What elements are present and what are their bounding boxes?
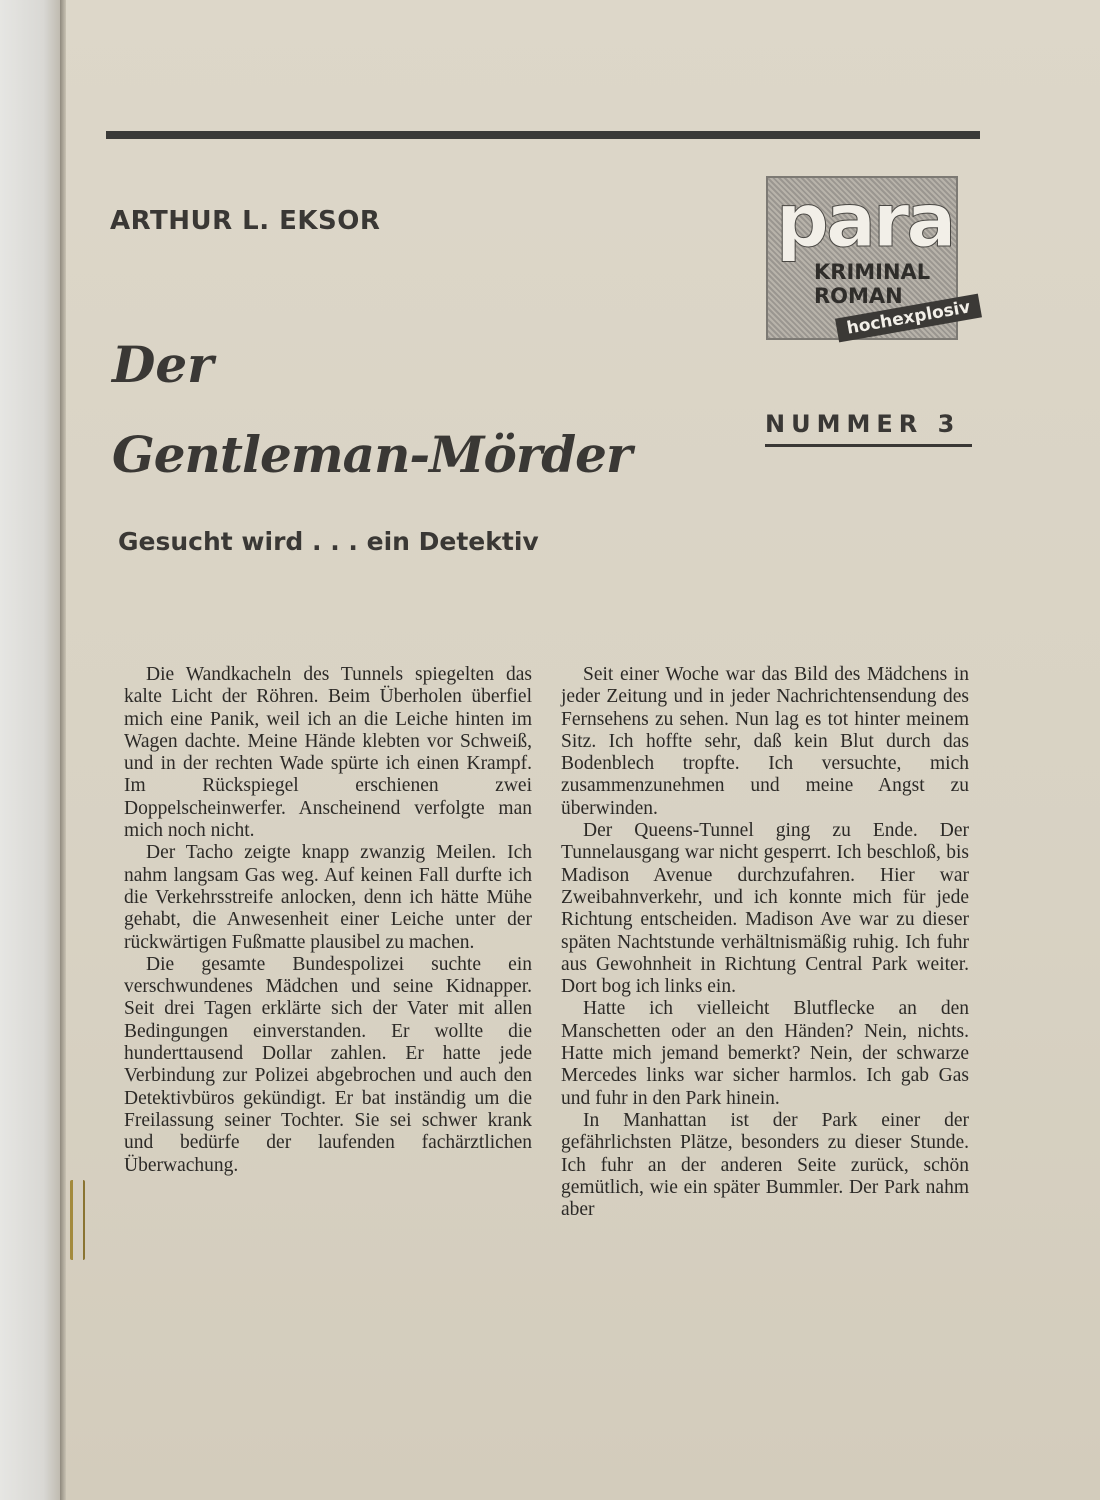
logo-tagline: hochexplosiv: [835, 294, 982, 343]
text-column-left: [124, 664, 532, 1177]
paragraph: Hatte ich vielleicht Blutflecke an den Manschetten oder an den Händen? Nein, nichts. Hatte mich jemand bemerkt? Nein, der schwarze Mercedes links war sicher harmlos. Ich gab Gas und fuhr in den Park hinein.: [561, 998, 969, 1109]
staple: [70, 1180, 85, 1260]
paragraph: Seit einer Woche war das Bild des Mädchens in jeder Zeitung und in jeder Nachrichtensendung des Fernsehens zu sehen. Nun lag es tot hinter meinem Sitz. Ich hoffte sehr, daß kein Blut durch das Bodenblech tropfte. Ich versuchte, mich zusammenzunehmen und meine Angst zu überwinden.: [561, 664, 969, 819]
issue-number: NUMMER 3: [765, 410, 972, 447]
title-line-1: Der: [112, 335, 214, 394]
logo-line-1: KRIMINAL: [814, 260, 931, 284]
logo-brand: para: [776, 178, 954, 264]
top-rule: [106, 131, 980, 139]
author-name: ARTHUR L. EKSOR: [110, 206, 381, 236]
paragraph: Der Queens-Tunnel ging zu Ende. Der Tunnelausgang war nicht gesperrt. Ich beschloß, bis Madison Avenue durchzufahren. Hier war Zweibahnverkehr, und ich konnte mich für jede Richtung entscheiden. Madison Ave war zu dieser späten Nachtstunde verhältnismäßig ruhig. Ich fuhr aus Gewohnheit in Richtung Central Park weiter. Dort bog ich links ein.: [561, 820, 969, 998]
logo-line-2: ROMAN: [814, 284, 903, 308]
paragraph: In Manhattan ist der Park einer der gefährlichsten Plätze, besonders zu dieser Stunde. Ich fuhr an der anderen Seite zurück, schön gemütlich, wie ein später Bummler. Der Park nahm aber: [561, 1109, 969, 1221]
booklet-spine: [0, 0, 62, 1500]
text-column-right: [561, 664, 969, 1221]
paragraph: Die Wandkacheln des Tunnels spiegelten das kalte Licht der Röhren. Beim Überholen überfiel mich eine Panik, weil ich an die Leiche hinten im Wagen dachte. Meine Hände klebten vor Schweiß, und in der rechten Wade spürte ich einen Krampf. Im Rückspiegel erschienen zwei Doppelscheinwerfer. Anscheinend verfolgte man mich noch nicht.: [124, 664, 532, 842]
title-line-2: Gentleman-Mörder: [112, 425, 632, 484]
paragraph: Die gesamte Bundespolizei suchte ein verschwundenes Mädchen und seine Kidnapper. Seit drei Tagen erklärte sich der Vater mit allen Bedingungen einverstanden. Er wollte die hunderttausend Dollar zahlen. Er hatte jede Verbindung zur Polizei abgebrochen und auch den Detektivbüros gekündigt. Er bat inständig um die Freilassung seiner Tochter. Sie sei schwer krank und bedürfe der laufenden fachärztlichen Überwachung.: [124, 953, 532, 1176]
subtitle: Gesucht wird . . . ein Detektiv: [118, 527, 539, 556]
paragraph: Der Tacho zeigte knapp zwanzig Meilen. Ich nahm langsam Gas weg. Auf keinen Fall durfte ich die Verkehrsstreife anlocken, denn ich hätte Mühe gehabt, die Anwesenheit einer Leiche unter der rückwärtigen Fußmatte plausibel zu machen.: [124, 842, 532, 953]
